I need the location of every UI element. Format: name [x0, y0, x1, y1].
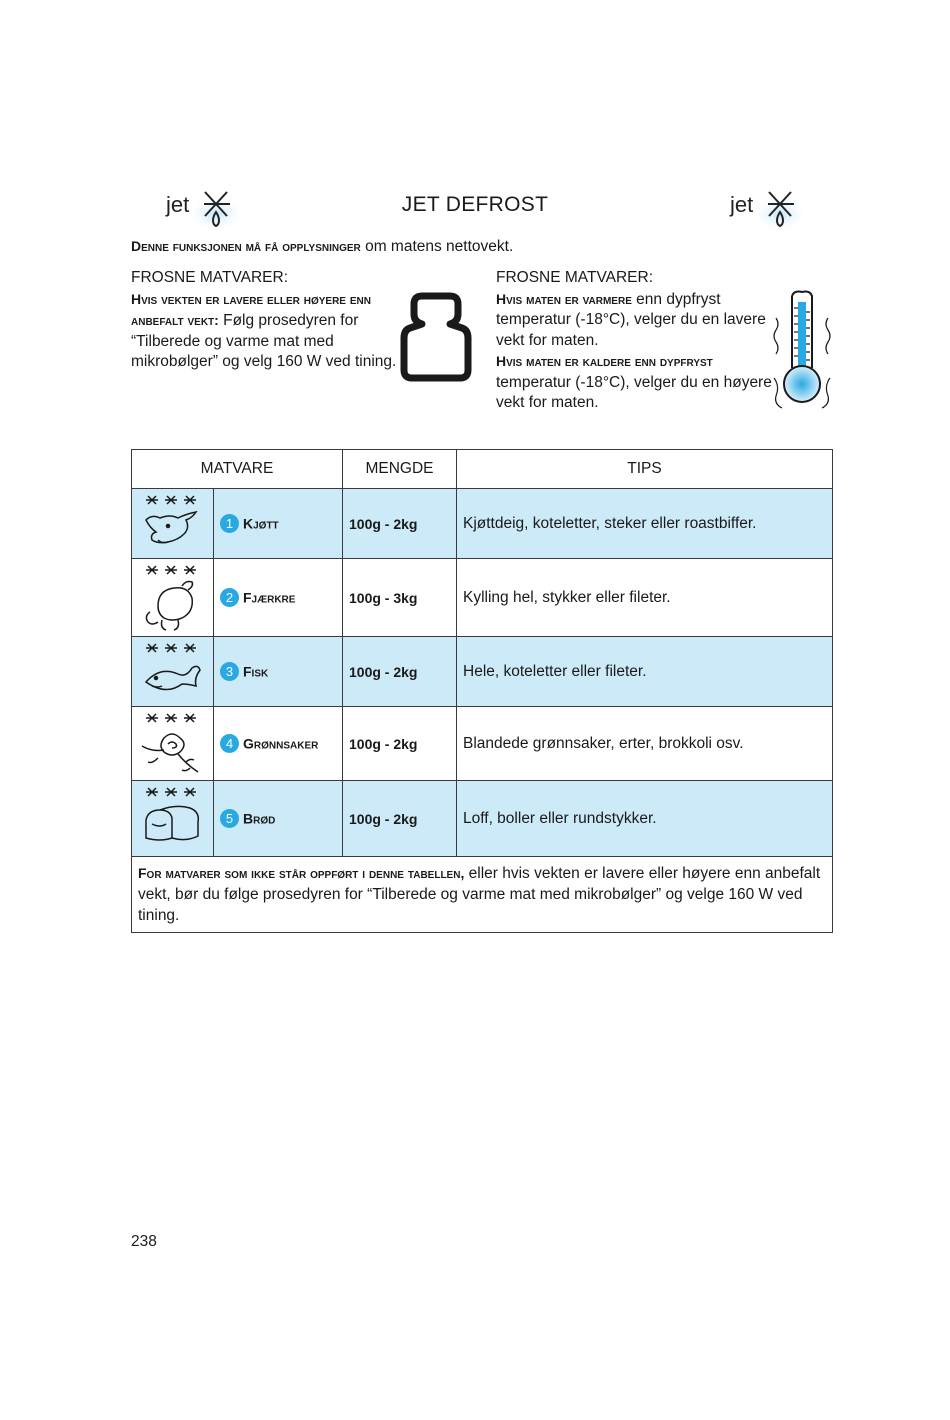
- row-name-cell: [214, 781, 343, 857]
- row-tips: Loff, boller eller rundstykker.: [457, 781, 833, 857]
- row-name-cell: [214, 637, 343, 707]
- row-number-badge: 4: [220, 734, 239, 753]
- right-column-body-2: [496, 351, 780, 414]
- row-icon-cell: [132, 781, 214, 857]
- table-footer-row: [132, 857, 833, 933]
- weight-icon: [400, 290, 472, 382]
- row-number-badge: 3: [220, 662, 239, 681]
- food-name: Brød: [243, 810, 276, 827]
- right-column-lead-1: Hvis maten er varmere: [496, 290, 632, 307]
- logo-text: jet: [730, 192, 754, 217]
- page-number: 238: [131, 1233, 157, 1250]
- left-column-text: Følg prosedyren for “Tilberede og varme mat med mikrobølger” og velg 160 W ved tining.: [131, 312, 397, 370]
- food-name: Fjærkre: [243, 589, 296, 606]
- right-column-text-1: enn dypfryst temperatur (-18°C), velger du en lavere vekt for maten.: [496, 290, 766, 349]
- header-tips: TIPS: [457, 450, 833, 489]
- left-column-lead: Hvis vekten er lavere eller høyere enn anbefalt vekt:: [131, 290, 371, 328]
- row-tips: Kylling hel, stykker eller fileter.: [457, 559, 833, 637]
- right-column: [496, 268, 780, 414]
- table-row: [132, 637, 833, 707]
- right-column-lead-2: Hvis maten er kaldere enn dypfryst: [496, 353, 713, 369]
- left-column-body: [131, 289, 411, 373]
- vegetables-icon: [138, 710, 208, 778]
- right-column-text-2: temperatur (-18°C), velger du en høyere vekt for maten.: [496, 373, 772, 411]
- thermometer-icon: [768, 288, 836, 416]
- right-column-body-1: [496, 289, 780, 352]
- row-number-badge: 2: [220, 588, 239, 607]
- intro-rest: om matens nettovekt.: [360, 238, 514, 255]
- row-name-cell: [214, 707, 343, 781]
- row-icon-cell: [132, 707, 214, 781]
- row-quantity: 100g - 2kg: [343, 707, 457, 781]
- bread-icon: [138, 784, 208, 854]
- left-column-heading: FROSNE MATVARER:: [131, 269, 289, 286]
- intro-lead: Denne funksjonen må få opplysninger: [131, 238, 361, 254]
- chicken-icon: [138, 562, 208, 634]
- intro-text: [131, 238, 513, 256]
- food-name: Kjøtt: [243, 515, 279, 532]
- row-icon-cell: [132, 637, 214, 707]
- row-number-badge: 1: [220, 514, 239, 533]
- table-row: [132, 707, 833, 781]
- row-quantity: 100g - 2kg: [343, 637, 457, 707]
- row-quantity: 100g - 3kg: [343, 559, 457, 637]
- food-name: Fisk: [243, 663, 269, 680]
- fish-icon: [138, 640, 208, 704]
- page-title: JET DEFROST: [401, 193, 549, 216]
- table-footer-note: [132, 857, 833, 933]
- row-tips: Blandede grønnsaker, erter, brokkoli osv.: [457, 707, 833, 781]
- row-name-cell: [214, 489, 343, 559]
- header-mengde: MENGDE: [343, 450, 457, 489]
- table-row: [132, 781, 833, 857]
- table-header-row: [132, 450, 833, 489]
- food-name: Grønnsaker: [243, 735, 319, 752]
- cow-icon: [138, 492, 208, 556]
- row-icon-cell: [132, 559, 214, 637]
- right-column-heading: FROSNE MATVARER:: [496, 269, 654, 286]
- footer-text: eller hvis vekten er lavere eller høyere enn anbefalt vekt, bør du følge prosedyren for “Tilberede og varme mat med mikrobølger” og velge 160 W ved tining.: [138, 865, 821, 924]
- row-name-cell: [214, 559, 343, 637]
- row-tips: Kjøttdeig, koteletter, steker eller roastbiffer.: [457, 489, 833, 559]
- table-row: [132, 489, 833, 559]
- row-number-badge: 5: [220, 809, 239, 828]
- table-row: [132, 559, 833, 637]
- left-column: [131, 268, 411, 373]
- defrost-table: [131, 449, 833, 933]
- row-icon-cell: [132, 489, 214, 559]
- footer-lead: For matvarer som ikke står oppført i denne tabellen,: [138, 865, 465, 881]
- logo-text: jet: [166, 192, 190, 217]
- header-matvare: MATVARE: [132, 450, 343, 489]
- row-tips: Hele, koteletter eller fileter.: [457, 637, 833, 707]
- row-quantity: 100g - 2kg: [343, 489, 457, 559]
- row-quantity: 100g - 2kg: [343, 781, 457, 857]
